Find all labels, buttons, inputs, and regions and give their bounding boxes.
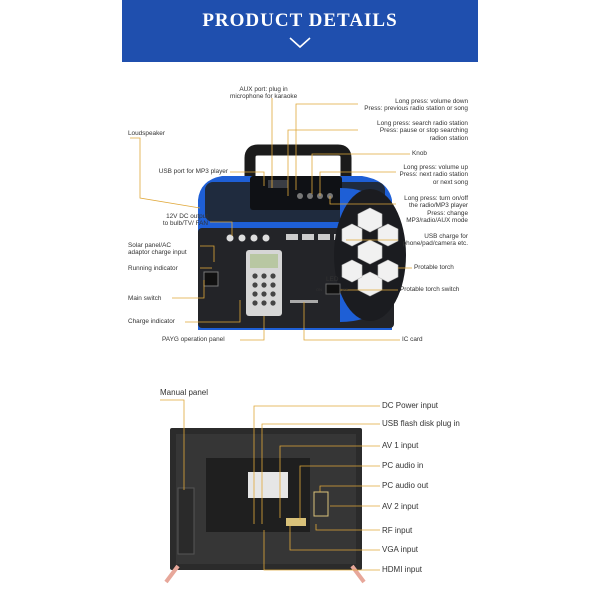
page-title: PRODUCT DETAILS bbox=[202, 10, 398, 31]
callout-search-radio: Long press: search radio station Press: pause or stop searching radion station bbox=[377, 120, 468, 142]
led-label: LED bbox=[326, 276, 339, 283]
callout-ic-card: IC card bbox=[402, 336, 423, 343]
callout-loudspeaker: Loudspeaker bbox=[128, 130, 165, 137]
callout-charge-indicator: Charge indicator bbox=[128, 318, 175, 325]
callout-manual-panel: Manual panel bbox=[160, 388, 209, 397]
callout-running-indicator: Running indicator bbox=[128, 265, 178, 272]
callout-torch-switch: Protable torch switch bbox=[400, 286, 460, 293]
callout-usb-flash: USB flash disk plug in bbox=[382, 419, 460, 428]
torch-switch-off: OFF bbox=[340, 287, 348, 292]
callout-dc-power: DC Power input bbox=[382, 401, 439, 410]
callout-main-switch: Main switch bbox=[128, 295, 162, 302]
callout-pc-audio-out: PC audio out bbox=[382, 481, 429, 490]
callout-rf: RF input bbox=[382, 526, 413, 535]
callout-volume-up: Long press: volume up Press: next radio station or next song bbox=[399, 164, 468, 186]
callout-volume-down: Long press: volume down Press: previous radio station or song bbox=[364, 98, 468, 113]
callout-payg-panel: PAYG operation panel bbox=[162, 336, 225, 343]
manual-panel-buttons bbox=[178, 488, 194, 554]
callout-dc-output: 12V DC output to bulb/TV/ FAN bbox=[162, 213, 208, 228]
callout-vga: VGA input bbox=[382, 545, 419, 554]
callout-aux-port: AUX port: plug in microphone for karaoke bbox=[230, 86, 298, 101]
torch-switch-on: ON bbox=[316, 287, 322, 292]
callout-av1: AV 1 input bbox=[382, 441, 419, 450]
callout-protable-torch: Protable torch bbox=[414, 264, 454, 271]
callout-turn-on-off: Long press: turn on/off the radio/MP3 player Press: change MP3/radio/AUX mode bbox=[404, 195, 468, 225]
callout-usb-charge: USB charge for phone/pad/camera etc. bbox=[402, 233, 468, 248]
callout-knob: Knob bbox=[412, 150, 427, 157]
callout-hdmi: HDMI input bbox=[382, 565, 423, 574]
callout-usb-mp3: USB port for MP3 player bbox=[158, 168, 228, 175]
callout-av2: AV 2 input bbox=[382, 502, 419, 511]
callout-solar-panel: Solar panel/AC adaptor charge input bbox=[128, 242, 187, 257]
callout-pc-audio-in: PC audio in bbox=[382, 461, 424, 470]
